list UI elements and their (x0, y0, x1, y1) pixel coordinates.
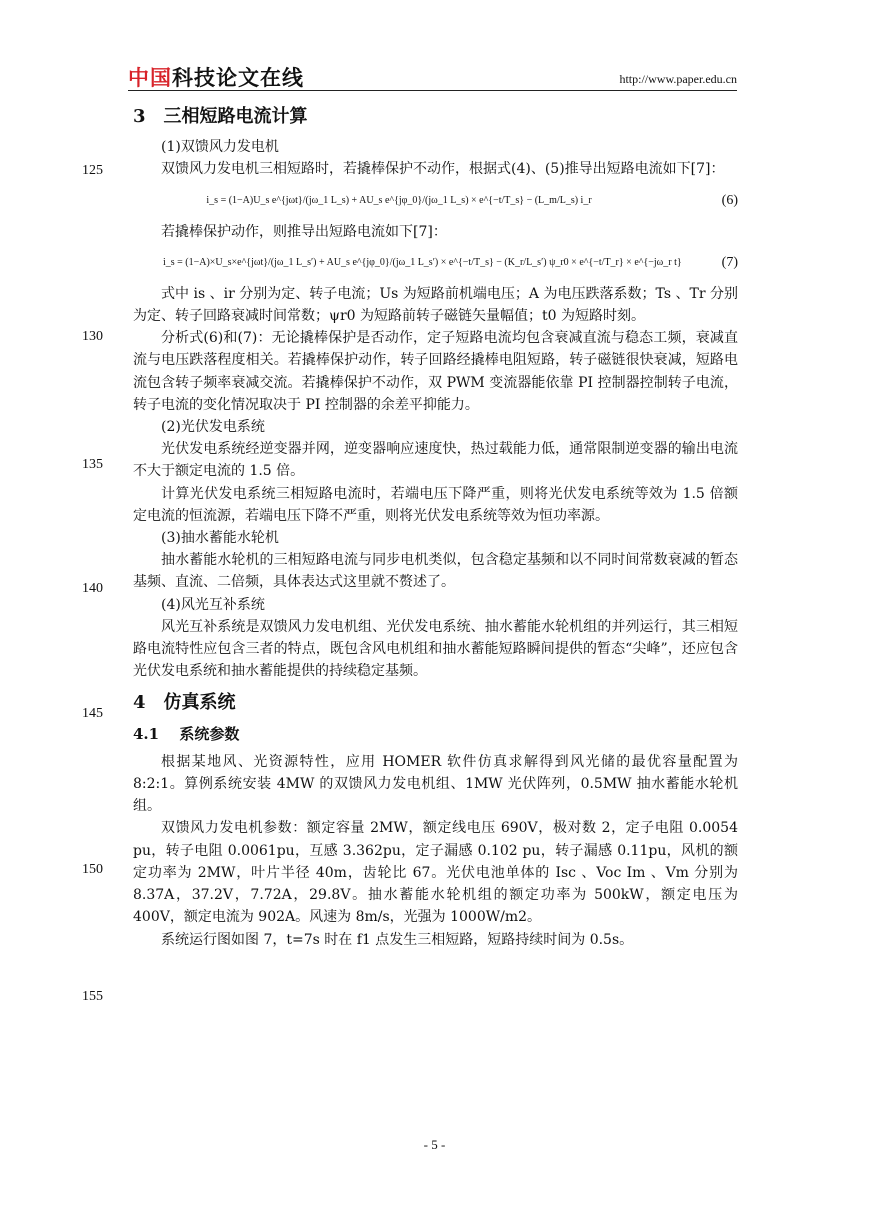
paragraph: 抽水蓄能水轮机的三相短路电流与同步电机类似，包含稳定基频和以不同时间常数衰减的暂态基频、直流、二倍频，具体表达式这里就不赘述了。 (133, 552, 738, 591)
line-number: 130 (82, 329, 103, 344)
line-number: 150 (82, 862, 103, 877)
equation-expression: i_s = (1−A)U_s e^{jωt}/(jω_1 L_s) + AU_s e^{jφ_0}/(jω_1 L_s) × e^{−t/T_s} − (L_m/L_s) i_r (206, 194, 592, 206)
line-number: 135 (82, 457, 103, 472)
paragraph: 风光互补系统是双馈风力发电机组、光伏发电系统、抽水蓄能水轮机组的并列运行，其三相短路电流特性应包含三者的特点，既包含风电机组和抽水蓄能短路瞬间提供的暂态“尖峰”，还应包含光伏发电系统和抽水蓄能提供的持续稳定基频。 (133, 618, 738, 680)
paragraph: 双馈风力发电机参数：额定容量 2MW，额定线电压 690V，极对数 2，定子电阻 0.0054 pu，转子电阻 0.0061pu，互感 3.362pu，定子漏感 0.102 pu，转子漏感 0.11pu，风机的额定功率为 2MW，叶片半径 40m，齿轮比 67。光伏电池单体的 Isc 、Voc Im 、Vm 分别为 8.37A，37.2V，7.72A，29.8V。抽水蓄能水轮机组的额定功率为 500kW，额定电压为 400V，额定电流为 902A。风速为 8m/s，光强为 1000W/m2。 (133, 820, 738, 926)
paragraph: 光伏发电系统经逆变器并网，逆变器响应速度快，热过载能力低，通常限制逆变器的输出电流不大于额定电流的 1.5 倍。 (133, 441, 738, 480)
subsection-heading: (3)抽水蓄能水轮机 (161, 530, 279, 547)
subsection-heading: (1)双馈风力发电机 (161, 139, 279, 156)
logo-red-text: 中国 (128, 66, 172, 90)
equation-number: (6) (721, 192, 738, 208)
line-number: 125 (82, 163, 103, 178)
section-3-heading: 3 三相短路电流计算 (133, 106, 308, 127)
line-number: 145 (82, 706, 103, 721)
paragraph: 系统运行图如图 7，t=7s 时在 f1 点发生三相短路，短路持续时间为 0.5s。 (161, 931, 634, 948)
paragraph: 若撬棒保护动作，则推导出短路电流如下[7]： (161, 223, 447, 240)
paragraph: 根据某地风、光资源特性，应用 HOMER 软件仿真求解得到风光储的最优容量配置为 8:2:1。算例系统安装 4MW 的双馈风力发电机组、1MW 光伏阵列，0.5MW 抽水蓄能水轮机组。 (133, 753, 738, 815)
line-number: 155 (82, 989, 103, 1004)
journal-logo (128, 62, 304, 92)
subsection-heading: (2)光伏发电系统 (161, 419, 265, 436)
paragraph: 式中 is 、ir 分别为定、转子电流；Us 为短路前机端电压；A 为电压跌落系数；Ts 、Tr 分别为定、转子回路衰减时间常数；ψr0 为短路前转子磁链矢量幅值；t0 为短路时刻。 (133, 285, 738, 325)
logo-black-text: 科技论文在线 (172, 66, 304, 90)
paragraph: 分析式(6)和(7)：无论撬棒保护是否动作，定子短路电流均包含衰减直流与稳态工频，衰减直流与电压跌落程度相关。若撬棒保护动作，转子回路经撬棒电阻短路，转子磁链很快衰减，短路电流包含转子频率衰减交流。若撬棒保护不动作，双 PWM 变流器能依靠 PI 控制器控制转子电流，转子电流的变化情况取决于 PI 控制器的余差平抑能力。 (133, 330, 738, 413)
subsection-heading: (4)风光互补系统 (161, 596, 265, 613)
header-divider (128, 90, 737, 91)
section-4-heading: 4 仿真系统 (133, 692, 236, 714)
paragraph: 计算光伏发电系统三相短路电流时，若端电压下降严重，则将光伏发电系统等效为 1.5 倍额定电流的恒流源，若端电压下降不严重，则将光伏发电系统等效为恒功率源。 (133, 485, 738, 524)
equation-expression: i_s = (1−A)×U_s×e^{jωt}/(jω_1 L_s′) + AU_s e^{jφ_0}/(jω_1 L_s′) × e^{−t/T_s} − (K_r/L_s′) ψ_r0 × e^{−t/T_r} × e^{−jω_r t} (162, 256, 682, 268)
page-body (133, 106, 738, 951)
equation-number: (7) (721, 254, 738, 270)
line-number: 140 (82, 581, 103, 596)
equation-6 (133, 183, 738, 219)
page-number: - 5 - (423, 1137, 446, 1152)
paragraph: 双馈风力发电机三相短路时，若撬棒保护不动作，根据式(4)、(5)推导出短路电流如下[7]： (161, 161, 725, 178)
equation-7 (133, 245, 738, 281)
subsection-4-1-heading: 4.1 系统参数 (133, 724, 240, 743)
header-url: http://www.paper.edu.cn (619, 72, 737, 86)
